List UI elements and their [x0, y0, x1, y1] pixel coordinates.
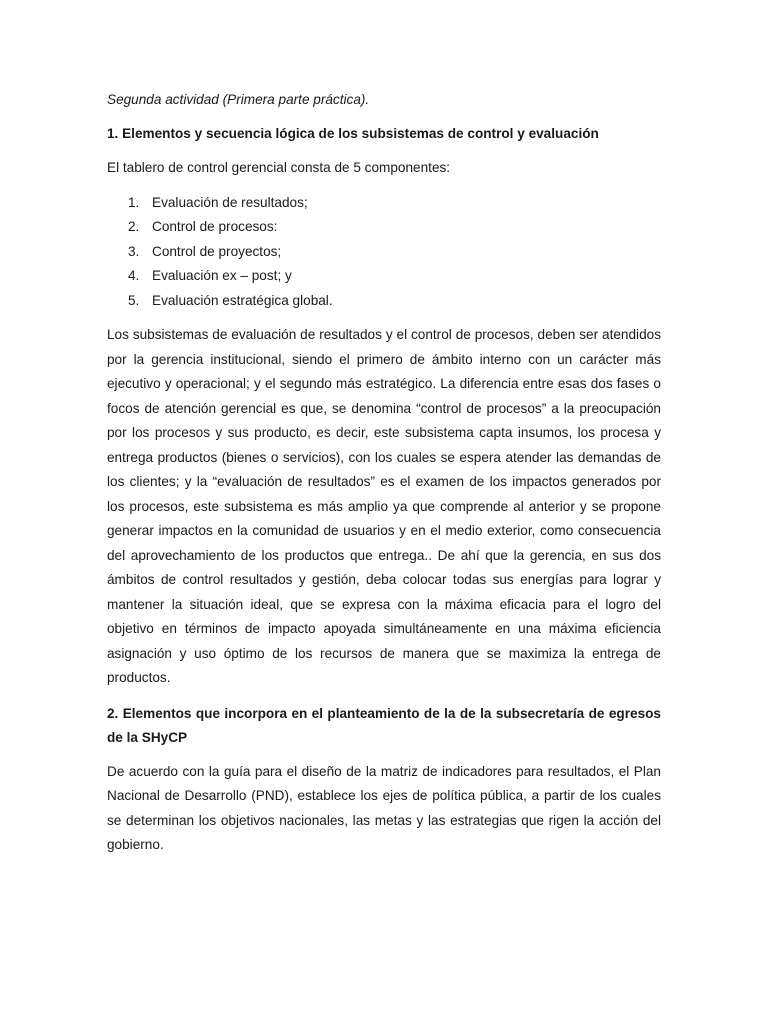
list-item [128, 240, 661, 265]
section-1-heading: 1. Elementos y secuencia lógica de los subsistemas de control y evaluación [107, 126, 599, 141]
list-item-text: Evaluación ex – post; y [152, 268, 292, 284]
section-1-paragraph: Los subsistemas de evaluación de resultados y el control de procesos, deben ser atendidos por la gerencia institucional, siendo el primero de ámbito interno con un carácter más ejecutivo y operacional; y el segundo más estratégico. La diferencia entre esas dos fases o focos de atención gerencial es que, se denomina “control de procesos” a la preocupación por los procesos y sus producto, es decir, este subsistema capta insumos, los procesa y entrega productos (bienes o servicios), con los cuales se espera atender las demandas de los clientes; y la “evaluación de resultados” es el examen de los impactos generados por los procesos, este subsistema es más amplio ya que comprende al anterior y se propone generar impactos en la comunidad de usuarios y en el medio exterior, como consecuencia del aprovechamiento de los productos que entrega.. De ahí que la gerencia, en sus dos ámbitos de control resultados y gestión, deba colocar todas sus energías para lograr y mantener la situación ideal, que se expresa con la máxima eficacia para el logro del objetivo en términos de impacto apoyada simultáneamente en una máxima eficiencia asignación y uso óptimo de los recursos de manera que se maximiza la entrega de productos. [107, 327, 661, 686]
list-item-number: 2. [128, 219, 140, 235]
document-page [107, 88, 661, 869]
section-2-paragraph: De acuerdo con la guía para el diseño de la matriz de indicadores para resultados, el Plan Nacional de Desarrollo (PND), establece los ejes de política pública, a partir de los cuales se determinan los objetivos nacionales, las metas y las estrategias que rigen la acción del gobierno. [107, 763, 661, 853]
list-item-number: 3. [128, 243, 140, 259]
list-item-number: 5. [128, 292, 140, 308]
list-item-text: Control de proyectos; [152, 243, 282, 259]
list-item-number: 4. [128, 268, 140, 284]
list-item [128, 191, 661, 216]
components-list [107, 191, 661, 314]
list-item-number: 1. [128, 194, 140, 210]
list-item-text: Evaluación de resultados; [152, 194, 308, 210]
section-2-heading: 2. Elementos que incorpora en el planteamiento de la de la subsecretaría de egresos de la SHyCP [107, 705, 661, 746]
list-item-text: Control de procesos: [152, 219, 278, 235]
list-item [128, 215, 661, 240]
activity-subtitle: Segunda actividad (Primera parte práctica). [107, 92, 370, 107]
section-1-intro: El tablero de control gerencial consta de 5 componentes: [107, 159, 451, 175]
list-item [128, 289, 661, 314]
list-item [128, 264, 661, 289]
list-item-text: Evaluación estratégica global. [152, 292, 333, 308]
